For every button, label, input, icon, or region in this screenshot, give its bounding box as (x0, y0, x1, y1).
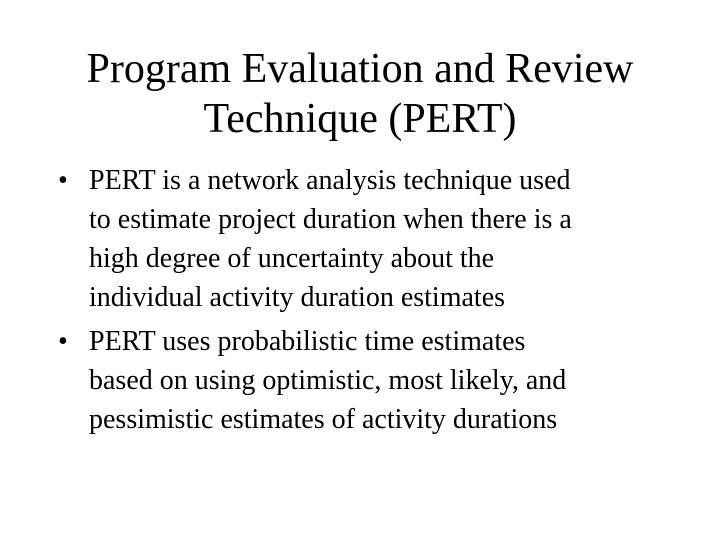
bullet-line: to estimate project duration when there is a (89, 204, 572, 235)
title-line: Technique (PERT) (203, 96, 517, 142)
bullet-dot-icon: • (58, 326, 68, 357)
bullet-text (89, 322, 689, 439)
slide-title (36, 44, 684, 144)
bullet-item (0, 161, 720, 317)
bullet-dot-icon: • (58, 165, 68, 196)
bullet-line: based on using optimistic, most likely, and (89, 365, 567, 396)
bullet-list (0, 161, 720, 444)
bullet-text (89, 161, 689, 317)
bullet-line: individual activity duration estimates (89, 282, 506, 313)
title-line: Program Evaluation and Review (86, 46, 634, 92)
bullet-item (0, 322, 720, 439)
bullet-line: PERT is a network analysis technique used (89, 165, 571, 196)
bullet-line: high degree of uncertainty about the (89, 243, 495, 274)
bullet-line: pessimistic estimates of activity durations (89, 404, 558, 435)
bullet-line: PERT uses probabilistic time estimates (89, 326, 526, 357)
